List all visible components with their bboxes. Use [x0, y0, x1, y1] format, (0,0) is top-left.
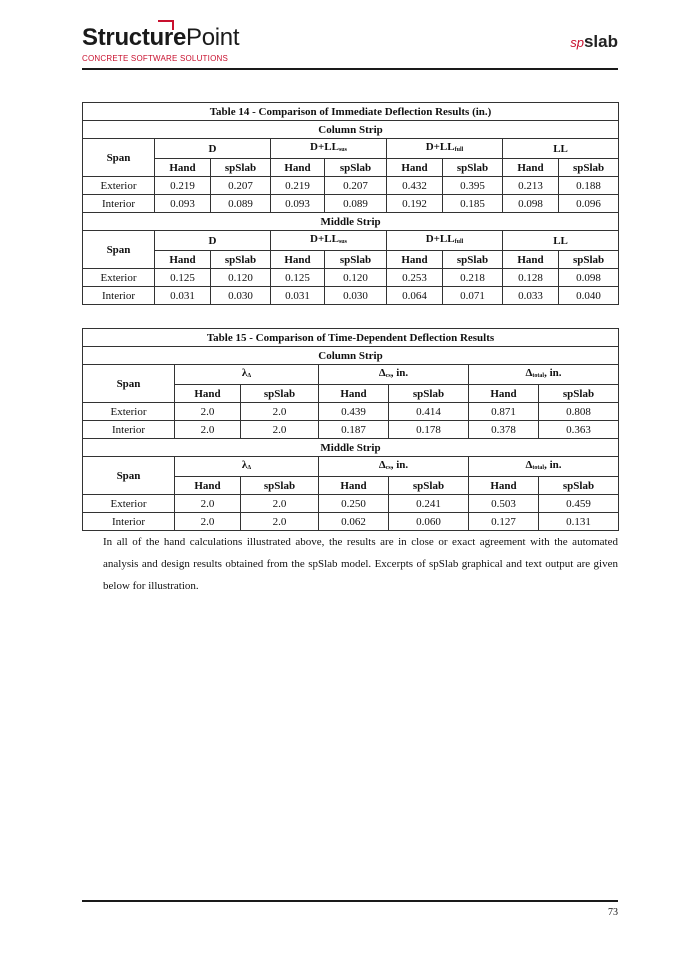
- value-cell: 0.060: [389, 513, 469, 531]
- value-cell: 0.188: [559, 177, 619, 195]
- body-paragraph: In all of the hand calculations illustrated above, the results are in close or exact agreement with the automated analysis and design results obtained from the spSlab model. Excerpts of spSlab graphical and text output are given below for illustration.: [103, 536, 618, 592]
- span-header: Span: [83, 231, 155, 269]
- section-header-row: [83, 347, 619, 365]
- table-title: Table 14 - Comparison of Immediate Deflection Results (in.): [83, 103, 619, 121]
- value-cell: 0.131: [539, 513, 619, 531]
- group-label: LL: [553, 142, 568, 155]
- col-header-spslab: spSlab: [539, 385, 619, 403]
- value-cell: 0.253: [387, 269, 443, 287]
- col-header-spslab: spSlab: [443, 251, 503, 269]
- logo-accent-mark: [158, 20, 174, 30]
- group-subscript: full: [454, 239, 464, 245]
- group-label: Δ: [525, 367, 533, 379]
- col-header-spslab: spSlab: [559, 251, 619, 269]
- value-cell: 0.030: [211, 287, 271, 305]
- col-header-hand: Hand: [503, 251, 559, 269]
- value-cell: 0.363: [539, 421, 619, 439]
- structurepoint-logo: [82, 26, 239, 63]
- brand-name-bold: Structure: [82, 24, 186, 51]
- col-header-spslab: spSlab: [443, 159, 503, 177]
- col-header-spslab: spSlab: [539, 477, 619, 495]
- col-header-hand: Hand: [175, 477, 241, 495]
- brand-name-light: Point: [186, 24, 240, 51]
- group-label: Δ: [378, 367, 386, 379]
- table-immediate-deflection: [82, 102, 619, 305]
- column-header-row: [83, 251, 619, 269]
- value-cell: 0.125: [155, 269, 211, 287]
- group-unit: , in.: [390, 459, 409, 471]
- span-cell: Interior: [83, 513, 175, 531]
- value-cell: 0.089: [325, 195, 387, 213]
- value-cell: 0.808: [539, 403, 619, 421]
- col-header-hand: Hand: [175, 385, 241, 403]
- value-cell: 0.127: [469, 513, 539, 531]
- value-cell: 2.0: [241, 421, 319, 439]
- col-header-spslab: spSlab: [389, 477, 469, 495]
- value-cell: 2.0: [241, 403, 319, 421]
- col-header-hand: Hand: [503, 159, 559, 177]
- brand-name: [82, 26, 239, 50]
- value-cell: 0.128: [503, 269, 559, 287]
- group-unit: , in.: [544, 459, 562, 471]
- group-label: D: [208, 234, 217, 247]
- section-title: Column Strip: [83, 121, 619, 139]
- group-label: D+LL: [425, 233, 455, 245]
- col-header-hand: Hand: [155, 251, 211, 269]
- group-label: LL: [553, 234, 568, 247]
- section-header-row: [83, 439, 619, 457]
- value-cell: 0.207: [325, 177, 387, 195]
- span-cell: Interior: [83, 421, 175, 439]
- value-cell: 0.213: [503, 177, 559, 195]
- group-label: Δ: [378, 459, 386, 471]
- value-cell: 0.192: [387, 195, 443, 213]
- group-header: [175, 457, 319, 477]
- group-subscript: cs: [385, 465, 391, 471]
- brand-tagline: CONCRETE SOFTWARE SOLUTIONS: [82, 54, 229, 63]
- group-header-row: [83, 139, 619, 159]
- value-cell: 0.098: [559, 269, 619, 287]
- spslab-logo: [570, 32, 618, 52]
- footer-divider: [82, 900, 618, 902]
- table-row: [83, 177, 619, 195]
- group-header: [175, 365, 319, 385]
- section-title: Column Strip: [83, 347, 619, 365]
- product-prefix: sp: [570, 35, 584, 50]
- group-label: D+LL: [310, 141, 339, 153]
- section-title: Middle Strip: [83, 213, 619, 231]
- group-label: λ: [241, 367, 248, 379]
- value-cell: 0.395: [443, 177, 503, 195]
- value-cell: 0.414: [389, 403, 469, 421]
- col-header-spslab: spSlab: [389, 385, 469, 403]
- group-label: Δ: [525, 459, 533, 471]
- value-cell: 0.062: [319, 513, 389, 531]
- group-subscript: sus: [338, 147, 347, 153]
- column-header-row: [83, 159, 619, 177]
- value-cell: 0.120: [211, 269, 271, 287]
- section-title: Middle Strip: [83, 439, 619, 457]
- col-header-spslab: spSlab: [559, 159, 619, 177]
- col-header-hand: Hand: [469, 477, 539, 495]
- table-time-dependent-deflection: [82, 328, 619, 531]
- group-label: λ: [241, 459, 248, 471]
- value-cell: 0.207: [211, 177, 271, 195]
- col-header-spslab: spSlab: [211, 251, 271, 269]
- group-subscript: total: [532, 373, 545, 379]
- span-header: Span: [83, 457, 175, 495]
- group-header: [271, 139, 387, 159]
- group-subscript: total: [532, 465, 545, 471]
- group-header: [319, 365, 469, 385]
- value-cell: 0.125: [271, 269, 325, 287]
- value-cell: 0.120: [325, 269, 387, 287]
- group-label: D+LL: [425, 141, 455, 153]
- value-cell: 0.098: [503, 195, 559, 213]
- value-cell: 0.031: [271, 287, 325, 305]
- group-header-row: [83, 231, 619, 251]
- value-cell: 0.064: [387, 287, 443, 305]
- value-cell: 0.089: [211, 195, 271, 213]
- value-cell: 0.185: [443, 195, 503, 213]
- col-header-hand: Hand: [387, 159, 443, 177]
- col-header-spslab: spSlab: [325, 251, 387, 269]
- col-header-spslab: spSlab: [241, 385, 319, 403]
- value-cell: 2.0: [175, 403, 241, 421]
- value-cell: 0.459: [539, 495, 619, 513]
- value-cell: 0.503: [469, 495, 539, 513]
- span-cell: Exterior: [83, 403, 175, 421]
- group-subscript: cs: [385, 373, 391, 379]
- table-row: [83, 495, 619, 513]
- value-cell: 0.432: [387, 177, 443, 195]
- value-cell: 0.378: [469, 421, 539, 439]
- group-subscript: sus: [338, 239, 347, 245]
- col-header-hand: Hand: [271, 251, 325, 269]
- section-header-row: [83, 213, 619, 231]
- value-cell: 2.0: [175, 513, 241, 531]
- group-subscript: full: [454, 147, 464, 153]
- span-header: Span: [83, 365, 175, 403]
- col-header-hand: Hand: [387, 251, 443, 269]
- value-cell: 0.030: [325, 287, 387, 305]
- span-header: Span: [83, 139, 155, 177]
- col-header-hand: Hand: [271, 159, 325, 177]
- table-title-row: [83, 103, 619, 121]
- value-cell: 0.178: [389, 421, 469, 439]
- value-cell: 0.187: [319, 421, 389, 439]
- group-header: [503, 139, 619, 159]
- value-cell: 0.071: [443, 287, 503, 305]
- group-header-row: [83, 365, 619, 385]
- value-cell: 0.219: [271, 177, 325, 195]
- group-header: [271, 231, 387, 251]
- table-row: [83, 403, 619, 421]
- value-cell: 2.0: [175, 421, 241, 439]
- table-row: [83, 513, 619, 531]
- col-header-hand: Hand: [319, 385, 389, 403]
- col-header-spslab: spSlab: [241, 477, 319, 495]
- col-header-spslab: spSlab: [325, 159, 387, 177]
- span-cell: Interior: [83, 287, 155, 305]
- group-unit: , in.: [390, 367, 409, 379]
- group-header: [387, 139, 503, 159]
- table-row: [83, 269, 619, 287]
- table-row: [83, 287, 619, 305]
- page-number: 73: [608, 907, 618, 918]
- span-cell: Exterior: [83, 269, 155, 287]
- group-unit: , in.: [544, 367, 562, 379]
- table-title: Table 15 - Comparison of Time-Dependent Deflection Results: [83, 329, 619, 347]
- span-cell: Exterior: [83, 177, 155, 195]
- value-cell: 0.871: [469, 403, 539, 421]
- group-header: [155, 139, 271, 159]
- value-cell: 0.040: [559, 287, 619, 305]
- value-cell: 0.219: [155, 177, 211, 195]
- page-header: [0, 0, 700, 72]
- value-cell: 0.218: [443, 269, 503, 287]
- table-row: [83, 421, 619, 439]
- col-header-hand: Hand: [155, 159, 211, 177]
- product-name: slab: [583, 32, 618, 51]
- value-cell: 0.241: [389, 495, 469, 513]
- col-header-hand: Hand: [319, 477, 389, 495]
- group-header: [503, 231, 619, 251]
- group-label: D+LL: [310, 233, 339, 245]
- value-cell: 2.0: [241, 513, 319, 531]
- group-header: [319, 457, 469, 477]
- value-cell: 2.0: [175, 495, 241, 513]
- group-header-row: [83, 457, 619, 477]
- span-cell: Exterior: [83, 495, 175, 513]
- value-cell: 2.0: [241, 495, 319, 513]
- table-title-row: [83, 329, 619, 347]
- group-header: [387, 231, 503, 251]
- table-row: [83, 195, 619, 213]
- value-cell: 0.093: [271, 195, 325, 213]
- value-cell: 0.033: [503, 287, 559, 305]
- group-subscript: Δ: [247, 373, 252, 379]
- group-header: [469, 365, 619, 385]
- header-divider: [82, 68, 618, 70]
- value-cell: 0.096: [559, 195, 619, 213]
- span-cell: Interior: [83, 195, 155, 213]
- group-header: [469, 457, 619, 477]
- col-header-spslab: spSlab: [211, 159, 271, 177]
- section-header-row: [83, 121, 619, 139]
- value-cell: 0.439: [319, 403, 389, 421]
- group-label: D: [208, 142, 217, 155]
- value-cell: 0.093: [155, 195, 211, 213]
- group-subscript: Δ: [247, 465, 252, 471]
- value-cell: 0.031: [155, 287, 211, 305]
- value-cell: 0.250: [319, 495, 389, 513]
- col-header-hand: Hand: [469, 385, 539, 403]
- group-header: [155, 231, 271, 251]
